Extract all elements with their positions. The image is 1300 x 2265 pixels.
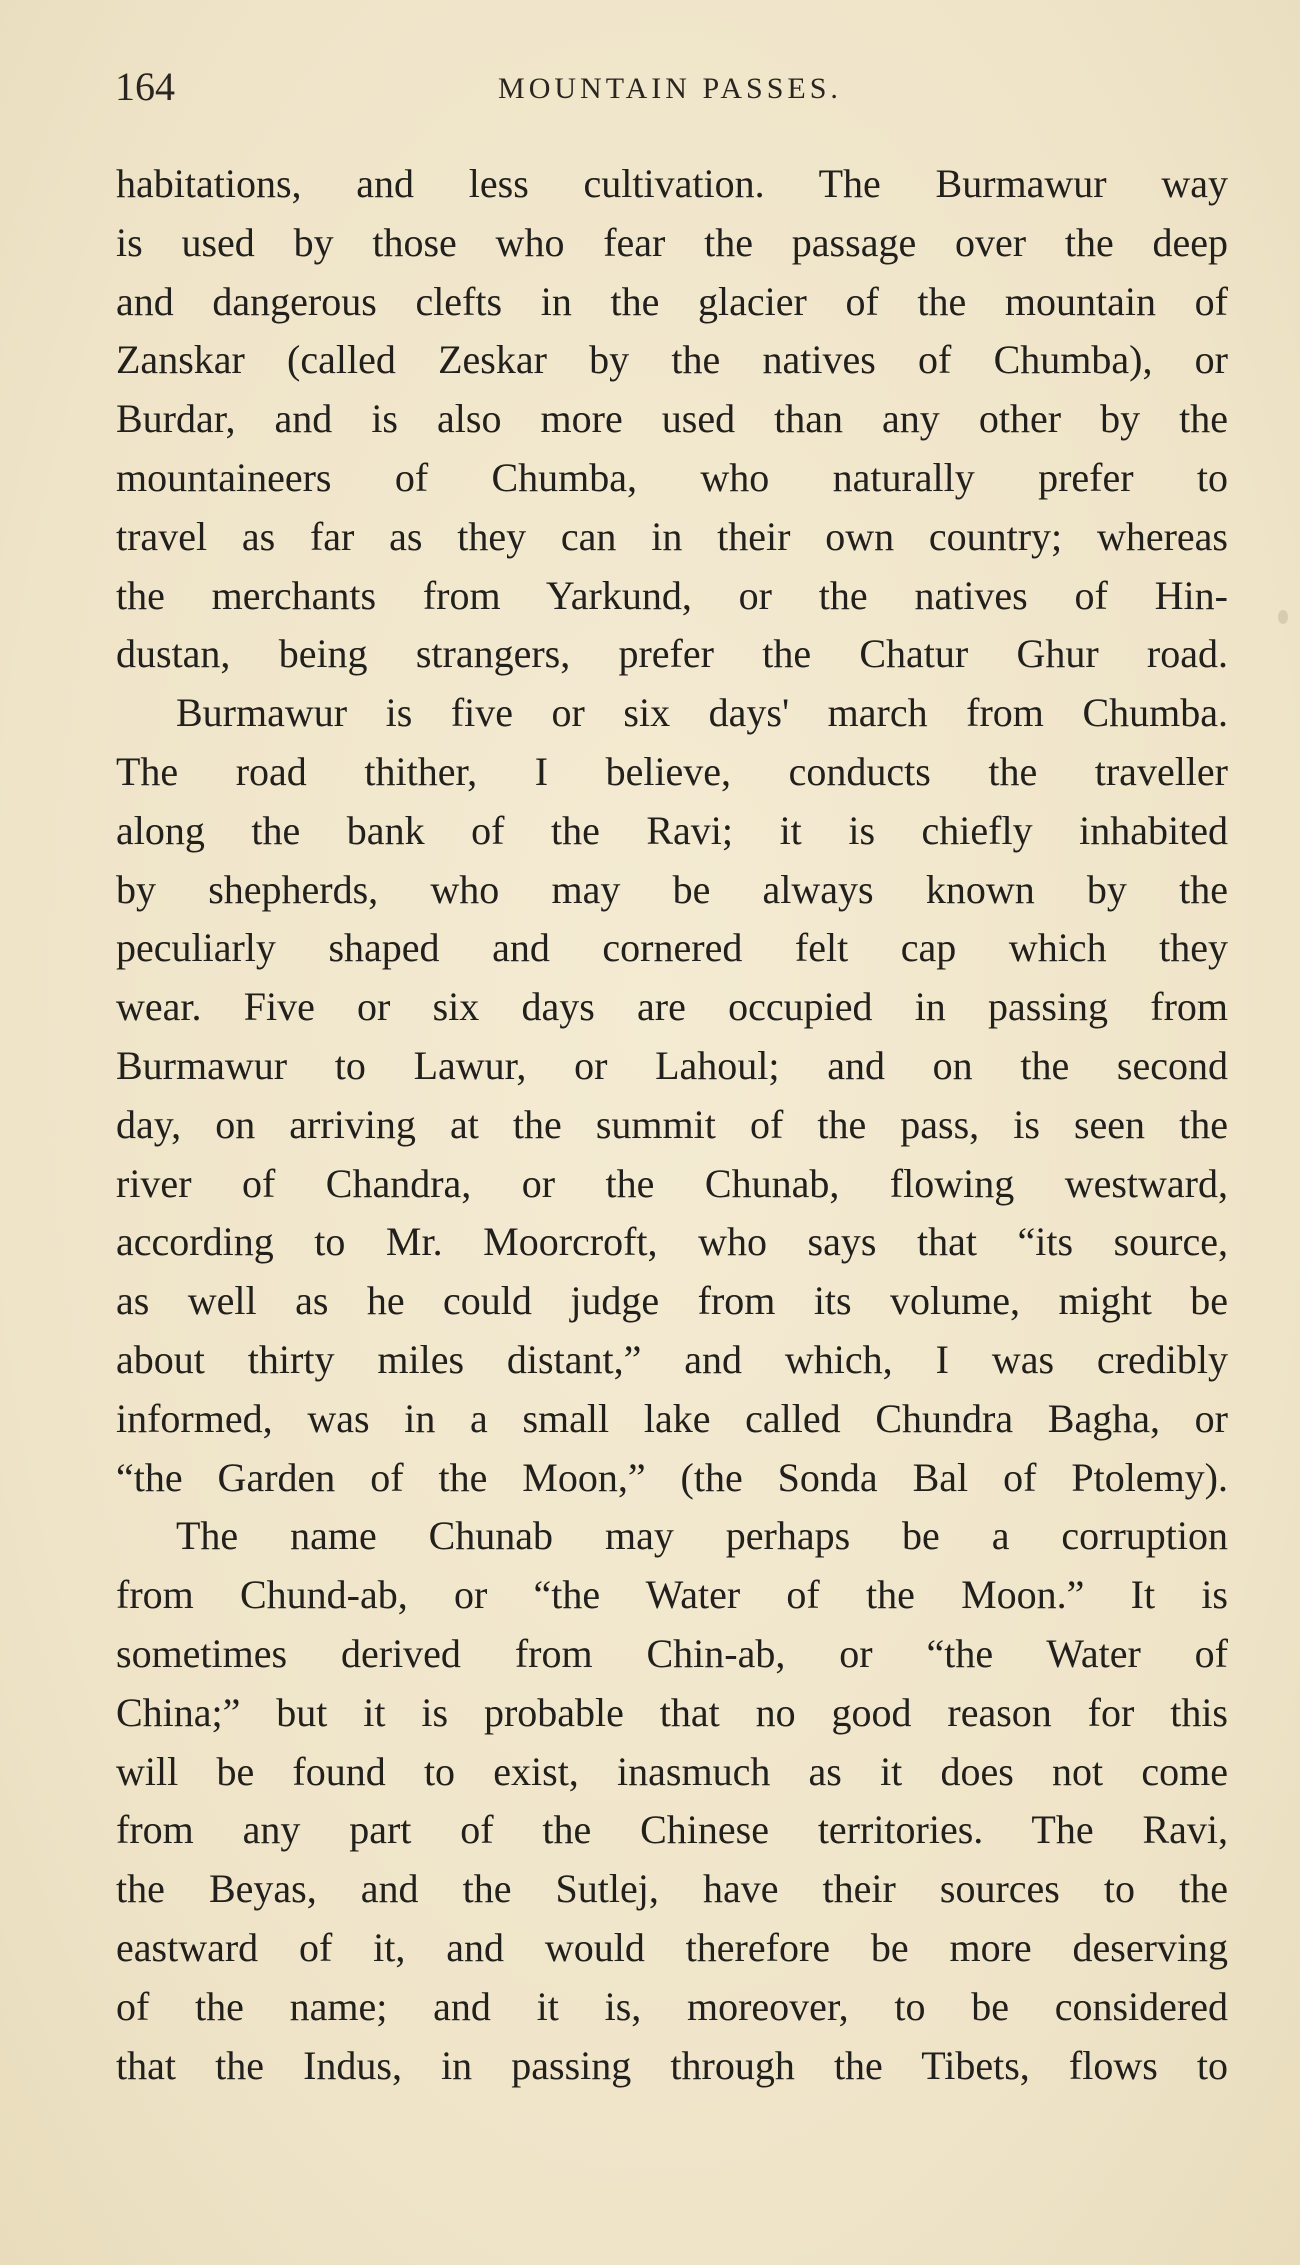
text-line: river of Chandra, or the Chunab, flowing westward, [116,1160,1228,1206]
text-line: as well as he could judge from its volume, might be [116,1278,1228,1324]
text-line: China;” but it is probable that no good reason for this [116,1689,1228,1735]
text-line: habitations, and less cultivation. The Burmawur way [116,161,1228,206]
text-line: about thirty miles distant,” and which, I was credibly [116,1336,1228,1382]
text-line: Zanskar (called Zeskar by the natives of Chumba), or [116,337,1228,383]
text-line: The road thither, I believe, conducts the traveller [116,748,1228,794]
text-line: dustan, being strangers, prefer the Chatur Ghur road. [116,631,1228,677]
text-line: travel as far as they can in their own country; whereas [116,513,1228,559]
text-line: eastward of it, and would therefore be more deserving [116,1924,1228,1970]
text-line: that the Indus, in passing through the Tibets, flows to [116,2042,1228,2088]
paper-speck [1278,610,1288,624]
text-line: informed, was in a small lake called Chundra Bagha, or [116,1395,1228,1441]
paragraph-start-line: Burmawur is five or six days' march from Chumba. [176,690,1228,736]
text-line: Burmawur to Lawur, or Lahoul; and on the second [116,1042,1228,1088]
text-line: day, on arriving at the summit of the pass, is seen the [116,1101,1228,1147]
text-line: peculiarly shaped and cornered felt cap which they [116,925,1228,971]
text-line: and dangerous clefts in the glacier of the mountain of [116,278,1228,324]
text-line: mountaineers of Chumba, who naturally prefer to [116,454,1228,500]
running-head [115,62,1225,112]
text-line: from Chund-ab, or “the Water of the Moon.” It is [116,1572,1228,1618]
text-line: according to Mr. Moorcroft, who says that “its source, [116,1219,1228,1265]
text-line: is used by those who fear the passage over the deep [116,219,1228,265]
text-line: the merchants from Yarkund, or the natives of Hin- [116,572,1228,618]
text-line: of the name; and it is, moreover, to be considered [116,1983,1228,2029]
body-text [116,155,1228,2095]
text-line: from any part of the Chinese territories. The Ravi, [116,1807,1228,1853]
running-title: MOUNTAIN PASSES. [498,72,842,105]
text-line: by shepherds, who may be always known by the [116,866,1228,912]
paragraph-start-line: The name Chunab may perhaps be a corruption [176,1513,1228,1559]
text-line: “the Garden of the Moon,” (the Sonda Bal of Ptolemy). [116,1454,1228,1500]
text-line: will be found to exist, inasmuch as it does not come [116,1748,1228,1794]
page-number: 164 [115,64,175,109]
text-line: Burdar, and is also more used than any other by the [116,396,1228,442]
text-line: sometimes derived from Chin-ab, or “the Water of [116,1630,1228,1676]
text-line: along the bank of the Ravi; it is chiefly inhabited [116,807,1228,853]
text-line: the Beyas, and the Sutlej, have their sources to the [116,1866,1228,1912]
text-line: wear. Five or six days are occupied in passing from [116,984,1228,1030]
